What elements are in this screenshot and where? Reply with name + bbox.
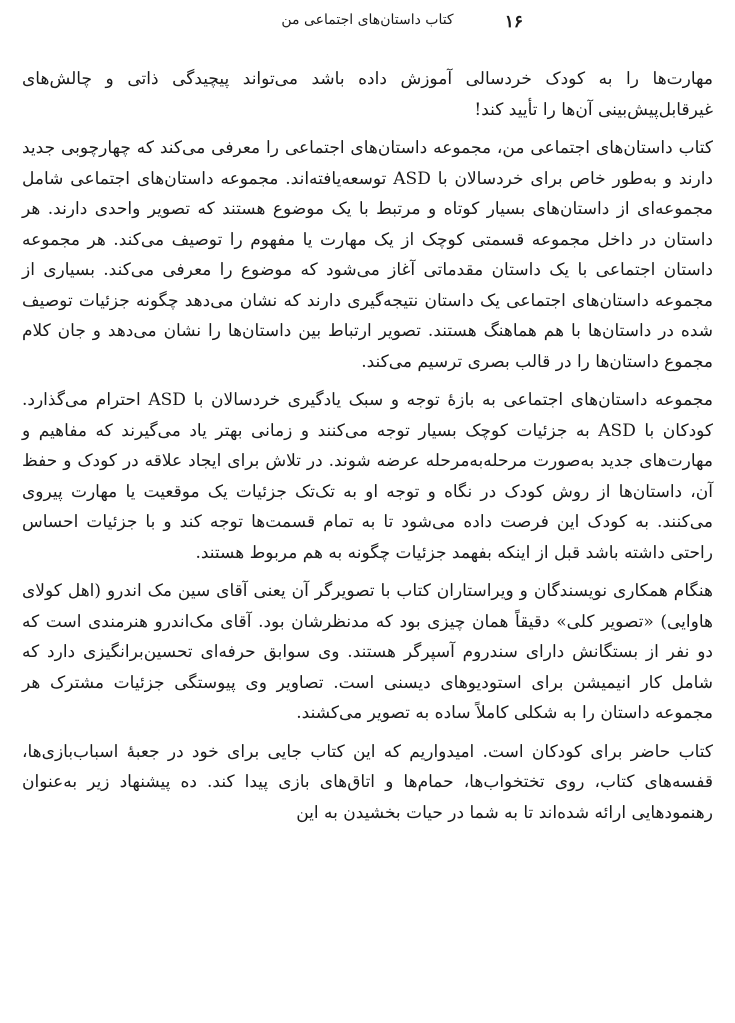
- paragraph: مجموعه داستان‌های اجتماعی به بازهٔ توجه و سبک یادگیری خردسالان با ASD احترام می‌گذارد. کودکان با ASD به جزئیات کوچک بسیار توجه می‌کنند و زمانی بهتر یاد می‌گیرند که مفاهیم و مهارت‌های جدید به‌صورت مرحله‌به‌مرحله عرضه شوند. در تلاش برای ایجاد علاقه در کودک و حفظ آن، داستان‌ها از روش کودک در نگاه و توجه او به تک‌تک جزئیات یک موقعیت یا مهارت پیروی می‌کنند. به کودک این فرصت داده می‌شود تا به تمام قسمت‌ها توجه کند و با جزئیات احساس راحتی داشته باشد قبل از اینکه بفهمد جزئیات چگونه به هم مربوط هستند.: [22, 390, 714, 563]
- body-text: [22, 64, 713, 836]
- paragraph: هنگام همکاری نویسندگان و ویراستاران کتاب با تصویرگر آن یعنی آقای سین مک اندرو (اهل کولای هاوایی) «تصویر کلی» دقیقاً همان چیزی بود که مدنظرشان بود. آقای مک‌اندرو هنرمندی است که دو نفر از بستگانش دارای سندروم آسپرگر هستند. وی سوابق حرفه‌ای تحسین‌برانگیزی دارد که شامل کار انیمیشن برای استودیوهای دیسنی است. تصاویر وی پیوستگی جزئیات مشترک هر مجموعه داستان را به شکلی کاملاً ساده به تصویر می‌کشند.: [22, 581, 713, 723]
- running-header-title: کتاب داستان‌های اجتماعی من: [281, 12, 454, 28]
- running-header: [22, 10, 713, 34]
- paragraph: کتاب حاضر برای کودکان است. امیدواریم که این کتاب جایی برای خود در جعبهٔ اسباب‌بازی‌ها، قفسه‌های کتاب، روی تختخواب‌ها، حمام‌ها و اتاق‌های بازی پیدا کند. ده پیشنهاد زیر به‌عنوان رهنمودهایی ارائه شده‌اند تا به شما در حیات بخشیدن به این: [22, 741, 713, 823]
- paragraph: کتاب داستان‌های اجتماعی من، مجموعه داستان‌های اجتماعی را معرفی می‌کند که چهارچوبی جدید دارند و به‌طور خاص برای خردسالان با ASD توسعه‌یافته‌اند. مجموعه داستان‌های اجتماعی شامل مجموعه‌ای از داستان‌های بسیار کوتاه و مرتبط با یک موضوع هستند که تصویر واحدی دارند. هر داستان در داخل مجموعه قسمتی کوچک از یک مهارت یا مفهوم را توصیف می‌کند. هر مجموعه داستان اجتماعی با یک داستان مقدماتی آغاز می‌شود که موضوع را معرفی می‌کند. بسیاری از مجموعه داستان‌های اجتماعی یک داستان نتیجه‌گیری دارند که نشان می‌دهد چگونه جزئیات توصیف شده در داستان‌ها با هم هماهنگ هستند. تصویر ارتباط بین داستان‌ها را نشان می‌دهد و جان کلام مجموع داستان‌ها را در قالب بصری ترسیم می‌کند.: [22, 138, 713, 372]
- paragraph: مهارت‌ها را به کودک خردسالی آموزش داده باشد می‌تواند پیچیدگی ذاتی و چالش‌های غیرقابل‌پیش‌بینی آن‌ها را تأیید کند!: [22, 69, 713, 120]
- page-number: ۱۶: [504, 12, 523, 32]
